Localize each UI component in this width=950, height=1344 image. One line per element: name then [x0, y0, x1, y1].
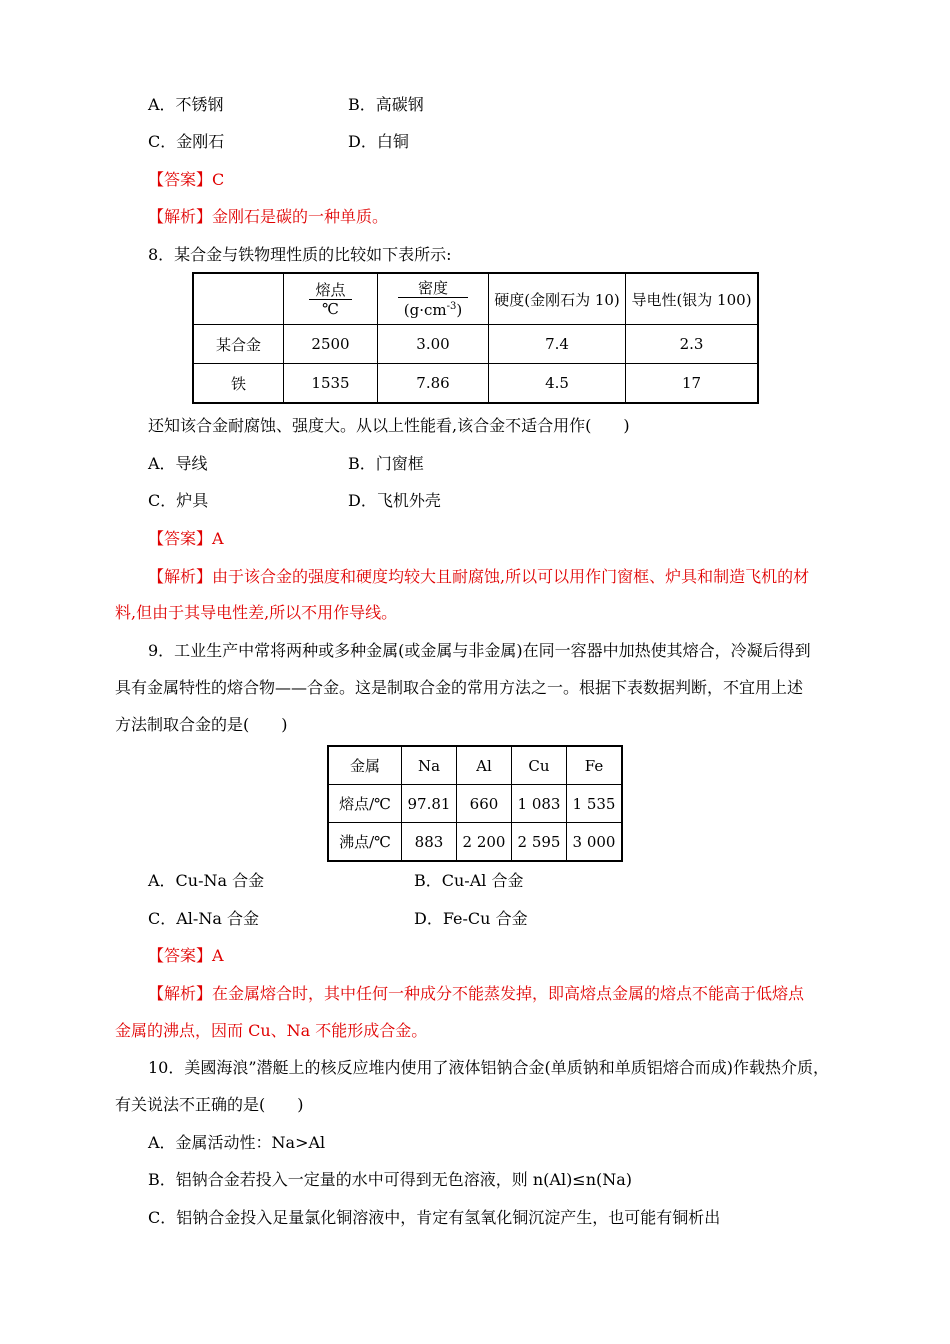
q7-option-d: D．白铜: [348, 132, 409, 151]
q9-analysis-line2: 金属的沸点，因而 Cu、Na 不能形成合金。: [115, 1021, 428, 1040]
q9-stem-line2: 具有金属特性的熔合物——合金。这是制取合金的常用方法之一。根据下表数据判断，不宜用上述: [115, 678, 804, 697]
q8-header-density: $\frac{\text{密度}}{(g\cdot cm^{-3})}$: [378, 273, 489, 325]
q7-option-a: A．不锈钢: [148, 95, 224, 114]
q8-table: [192, 272, 759, 404]
q8-analysis-line1: 【解析】由于该合金的强度和硬度均较大且耐腐蚀,所以可以用作门窗框、炉具和制造飞机的材: [148, 567, 810, 586]
q7-analysis: 【解析】金刚石是碳的一种单质。: [148, 207, 389, 226]
q8-stem: 8．某合金与铁物理性质的比较如下表所示:: [148, 245, 452, 264]
table-row: 铁 1535 7.86 4.5 17: [193, 364, 758, 404]
q8-header-empty: [193, 273, 284, 325]
q7-answer: 【答案】C: [148, 170, 225, 189]
q8-option-a: A．导线: [148, 454, 208, 473]
q9-option-c: C．Al-Na 合金: [148, 909, 259, 928]
table-header-row: 金属 Na Al Cu Fe: [328, 746, 622, 785]
q10-option-c: C．铝钠合金投入足量氯化铜溶液中，肯定有氢氧化铜沉淀产生，也可能有铜析出: [148, 1208, 721, 1227]
q10-option-a: A．金属活动性：Na>Al: [148, 1133, 326, 1152]
q10-option-b: B．铝钠合金若投入一定量的水中可得到无色溶液，则 n(Al)≤n(Na): [148, 1170, 633, 1189]
table-row: 某合金 2500 3.00 7.4 2.3: [193, 325, 758, 364]
q9-option-d: D．Fe-Cu 合金: [414, 909, 528, 928]
q9-stem-line1: 9．工业生产中常将两种或多种金属(或金属与非金属)在同一容器中加热使其熔合，冷凝后得到: [148, 641, 811, 660]
q7-option-b: B．高碳钢: [348, 95, 424, 114]
table-row: 熔点/℃ 97.81 660 1 083 1 535: [328, 785, 622, 823]
q8-header-conductivity: 导电性(银为 100): [626, 273, 759, 325]
q10-stem-line1: 10．美國海浪”潜艇上的核反应堆内使用了液体铝钠合金(单质钠和单质铝熔合而成)作载热介质，: [148, 1058, 830, 1077]
q8-option-c: C．炉具: [148, 491, 209, 510]
q8-answer: 【答案】A: [148, 529, 224, 548]
q9-option-b: B．Cu-Al 合金: [414, 871, 524, 890]
q9-table: [327, 745, 623, 862]
q9-option-a: A．Cu-Na 合金: [148, 871, 265, 890]
q8-analysis-line2: 料,但由于其导电性差,所以不用作导线。: [115, 603, 398, 622]
q7-option-c: C．金刚石: [148, 132, 225, 151]
q8-option-d: D．飞机外壳: [348, 491, 441, 510]
q10-stem-line2: 有关说法不正确的是( ): [115, 1095, 304, 1114]
q8-header-melting: $\frac{\text{熔点}}{℃}$: [284, 273, 378, 325]
q8-option-b: B．门窗框: [348, 454, 424, 473]
table-row: 沸点/℃ 883 2 200 2 595 3 000: [328, 823, 622, 862]
q8-header-hardness: 硬度(金刚石为 10): [489, 273, 626, 325]
q9-answer: 【答案】A: [148, 946, 224, 965]
q9-stem-line3: 方法制取合金的是( ): [115, 715, 288, 734]
q8-question: 还知该合金耐腐蚀、强度大。从以上性能看,该合金不适合用作( ): [148, 416, 630, 435]
q9-analysis-line1: 【解析】在金属熔合时，其中任何一种成分不能蒸发掉，即高熔点金属的熔点不能高于低熔点: [148, 984, 805, 1003]
